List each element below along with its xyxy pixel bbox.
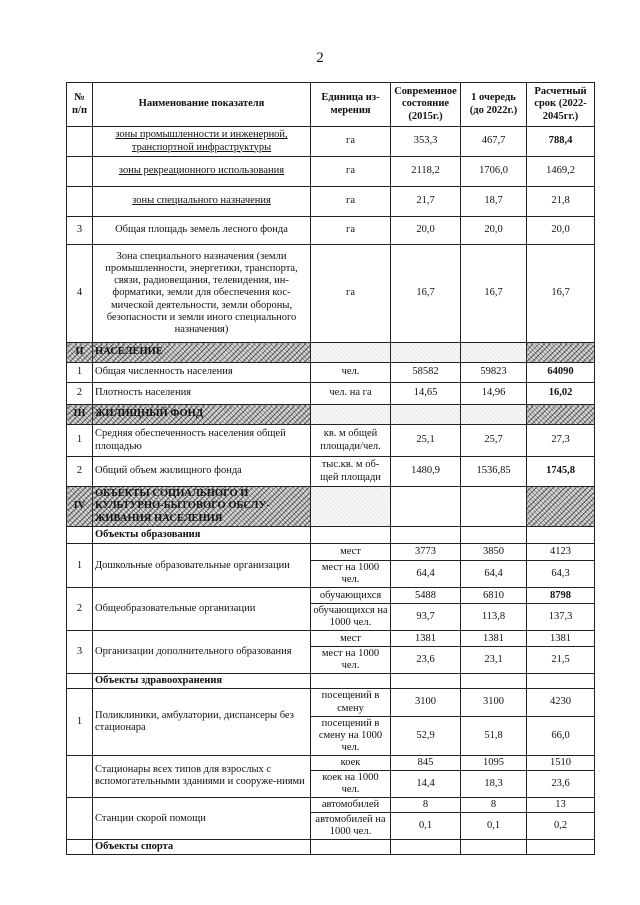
table-header-row	[67, 83, 595, 127]
table-row: 3 Общая площадь земель лесного фонда га 20,0 20,0 20,0	[67, 217, 595, 245]
table-row: зоны специального назначения га 21,7 18,7 21,8	[67, 187, 595, 217]
col-target-header: Расчетный срок (2022-2045гг.)	[527, 83, 595, 127]
table-row: обучающихся на 1000 чел. 93,7 113,8 137,3	[67, 604, 595, 631]
table-row: 1 Средняя обеспеченность населения общей площадью кв. м общей площади/чел. 25,1 25,7 27,3	[67, 425, 595, 457]
col-unit-header: Единица из-мерения	[311, 83, 391, 127]
subheader-health: Объекты здравоохранения	[67, 674, 595, 689]
table-row: 1 Дошкольные образовательные организации мест 3773 3850 4123	[67, 544, 595, 561]
table-row: 1 Общая численность населения чел. 58582 59823 64090	[67, 363, 595, 383]
table-row: мест на 1000 чел. 64,4 64,4 64,3	[67, 561, 595, 588]
col-name-header: Наименование показателя	[93, 83, 311, 127]
table-row: коек на 1000 чел. 14,4 18,3 23,6	[67, 770, 595, 797]
indicators-table	[66, 82, 595, 855]
table-row: Стационары всех типов для взрослых с вспомогательными зданиями и сооруже-ниями коек 845 1095 1510	[67, 755, 595, 770]
section-header-population: II НАСЕЛЕНИЕ	[67, 343, 595, 363]
table-row: 3 Организации дополнительного образования мест 1381 1381 1381	[67, 631, 595, 647]
col-current-header: Современное состояние (2015г.)	[391, 83, 461, 127]
col-stage1-header: 1 очередь (до 2022г.)	[461, 83, 527, 127]
table-row: посещений в смену на 1000 чел. 52,9 51,8 66,0	[67, 716, 595, 755]
subheader-sport: Объекты спорта	[67, 840, 595, 855]
table-row: зоны промышленности и инженерной, транспортной инфраструктуры га 353,3 467,7 788,4	[67, 127, 595, 157]
col-num-header: № п/п	[67, 83, 93, 127]
table-row: Станции скорой помощи автомобилей 8 8 13	[67, 797, 595, 812]
table-row: 2 Общий объем жилищного фонда тыс.кв. м об-щей площади 1480,9 1536,85 1745,8	[67, 457, 595, 487]
table-row: автомобилей на 1000 чел. 0,1 0,1 0,2	[67, 813, 595, 840]
table-row: 2 Общеобразовательные организации обучающихся 5488 6810 8798	[67, 588, 595, 604]
table-row: мест на 1000 чел. 23,6 23,1 21,5	[67, 647, 595, 674]
page-number: 2	[316, 50, 324, 66]
table-row: 4 Зона специального назначения (земли промышленности, энергетики, транспорта, связи, радиовещания, телевидения, ин-форматики, земли для обеспечения кос-мической деятельности, земли обороны, безопасности и земли иного специального назначения) га 16,7 16,7 16,7	[67, 245, 595, 343]
table-row: 1 Поликлиники, амбулатории, диспансеры без стационара посещений в смену 3100 3100 4230	[67, 689, 595, 716]
section-header-housing: III ЖИЛИЩНЫЙ ФОНД	[67, 405, 595, 425]
table-row: 2 Плотность населения чел. на га 14,65 14,96 16,02	[67, 383, 595, 405]
subheader-education: Объекты образования	[67, 527, 595, 544]
section-header-social: IV ОБЪЕКТЫ СОЦИАЛЬНОГО И КУЛЬТУРНО-БЫТОВОГО ОБСЛУ-ЖИВАНИЯ НАСЕЛЕНИЯ	[67, 487, 595, 527]
table-row: зоны рекреационного использования га 2118,2 1706,0 1469,2	[67, 157, 595, 187]
